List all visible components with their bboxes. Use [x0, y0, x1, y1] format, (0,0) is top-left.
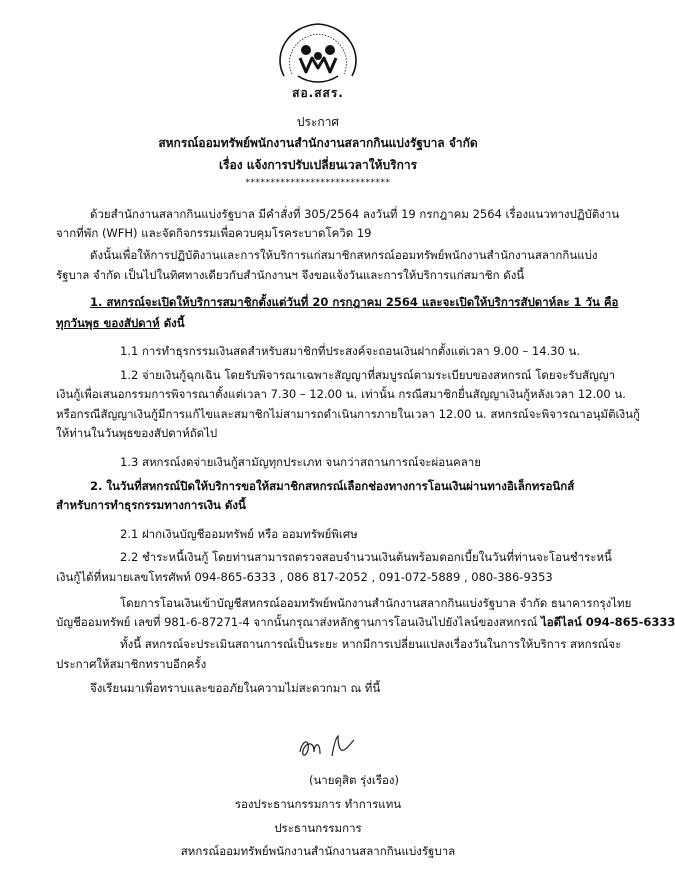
item2-line1: 2. ในวันที่สหกรณ์ปิดให้บริการขอให้สมาชิกสหกรณ์เลือกช่องทางการโอนเงินผ่านทางอิเล็กทรอนิกส์: [90, 479, 575, 493]
separator: *****************************: [245, 178, 391, 188]
item1-line2: [56, 315, 185, 331]
item1-2-line4: ให้ท่านในวันพุธของสัปดาห์ถัดไป: [56, 426, 218, 440]
item1-emphasis: ทุกวันพุธ ของสัปดาห์: [56, 316, 160, 330]
signer-organization: สหกรณ์ออมทรัพย์พนักงานสำนักงานสลากกินแบ่งรัฐบาล: [180, 844, 456, 858]
para3-line2: ประกาศให้สมาชิกทราบอีกครั้ง: [56, 657, 207, 671]
signer-name: (นายดุสิต รุ่งเรือง): [308, 773, 400, 787]
item2-2-line2: เงินกู้ได้ที่หมายเลขโทรศัพท์ 094-865-6333 , 086 817-2052 , 091-072-5889 , 080-386-9353: [56, 570, 553, 584]
item1-2-line3: หรือกรณีสัญญาเงินกู้มีการแก้ไขและสมาชิกไม่สามารถดำเนินการภายในเวลา 12.00 น. สหกรณ์จะพิจารณาอนุมัติเงินกู้: [56, 407, 640, 421]
signer-position: รองประธานกรรมการ ทำการแทน: [234, 797, 402, 811]
item2-line2: สำหรับการทำธุรกรรมทางการเงิน ดังนี้: [56, 498, 246, 512]
item1-2-line1: 1.2 จ่ายเงินกู้ฉุกเฉิน โดยรับพิจารณาเฉพาะสัญญาที่สมบูรณ์ตามระเบียบของสหกรณ์ โดยจะรับสัญญา: [120, 368, 616, 382]
transfer-line1: โดยการโอนเงินเข้าบัญชีสหกรณ์ออมทรัพย์พนักงานสำนักงานสลากกินแบ่งรัฐบาล จำกัด ธนาคารกรุงไทย: [120, 596, 632, 610]
signer-position2: ประธานกรรมการ: [274, 821, 362, 835]
item1-3: 1.3 สหกรณ์งดจ่ายเงินกู้สามัญทุกประเภท จนกว่าสถานการณ์จะผ่อนคลาย: [120, 455, 481, 469]
item1-1: 1.1 การทำธุรกรรมเงินสดสำหรับสมาชิกที่ประสงค์จะถอนเงินฝากตั้งแต่เวลา 9.00 – 14.30 น.: [120, 344, 580, 358]
para1-line1: ด้วยสำนักงานสลากกินแบ่งรัฐบาล มีคำสั่งที่ 305/2564 ลงวันที่ 19 กรกฎาคม 2564 เรื่องแนวทางปฏิบัติงาน: [90, 207, 620, 221]
organization-title: สหกรณ์ออมทรัพย์พนักงานสำนักงานสลากกินแบ่งรัฐบาล จำกัด: [158, 136, 478, 150]
para2-line2: รัฐบาล จำกัด เป็นไปในทิศทางเดียวกับสำนักงานฯ จึงขอแจ้งวันและการให้บริการแก่สมาชิก ดังนี้: [56, 268, 525, 282]
item2-2-line1: 2.2 ชำระหนี้เงินกู้ โดยท่านสามารถตรวจสอบจำนวนเงินต้นพร้อมดอกเบี้ยในวันที่ท่านจะโอนชำระหนี้: [120, 550, 612, 564]
signature-icon: [296, 730, 360, 764]
para3-line1: ทั้งนี้ สหกรณ์จะประเมินสถานการณ์เป็นระยะ หากมีการเปลี่ยนแปลงเรื่องวันในการให้บริการ สหกรณ์จะ: [120, 637, 622, 651]
item1-tail: ดังนี้: [159, 316, 185, 330]
item1-line1: 1. สหกรณ์จะเปิดให้บริการสมาชิกตั้งแต่วันที่ 20 กรกฎาคม 2564 และจะเปิดให้บริการสัปดาห์ละ 1 วัน คือ: [90, 295, 619, 309]
para2-line1: ดังนั้นเพื่อให้การปฏิบัติงานและการให้บริการแก่สมาชิกสหกรณ์ออมทรัพย์พนักงานสำนักงานสลากกินแบ่ง: [90, 248, 598, 262]
announce-heading: ประกาศ: [296, 115, 340, 129]
closing-line: จึงเรียนมาเพื่อทราบและขออภัยในความไม่สะดวกมา ณ ที่นี้: [90, 681, 381, 695]
item2-1: 2.1 ฝากเงินบัญชีออมทรัพย์ หรือ ออมทรัพย์พิเศษ: [120, 527, 358, 541]
para1-line2: จากที่พัก (WFH) และจัดกิจกรรมเพื่อควบคุมโรคระบาดโควิด 19: [56, 226, 372, 240]
subject-title: เรื่อง แจ้งการปรับเปลี่ยนเวลาให้บริการ: [218, 158, 418, 172]
transfer-text: บัญชีออมทรัพย์ เลขที่ 981-6-87271-4 จากนั้นกรุณาส่งหลักฐานการโอนเงินไปยังไลน์ของสหกรณ์: [56, 615, 541, 629]
logo-abbreviation: สอ.สสร.: [292, 86, 344, 100]
line-id: ไอดีไลน์ 094-865-6333: [540, 615, 675, 629]
transfer-line2: [56, 614, 675, 630]
item1-2-line2: เงินกู้เพื่อเสนอกรรมการพิจารณาตั้งแต่เวลา 7.30 – 12.00 น. เท่านั้น กรณีสมาชิกยื่นสัญญาเงินกู้หลังเวลา 12.00 น.: [56, 387, 626, 401]
